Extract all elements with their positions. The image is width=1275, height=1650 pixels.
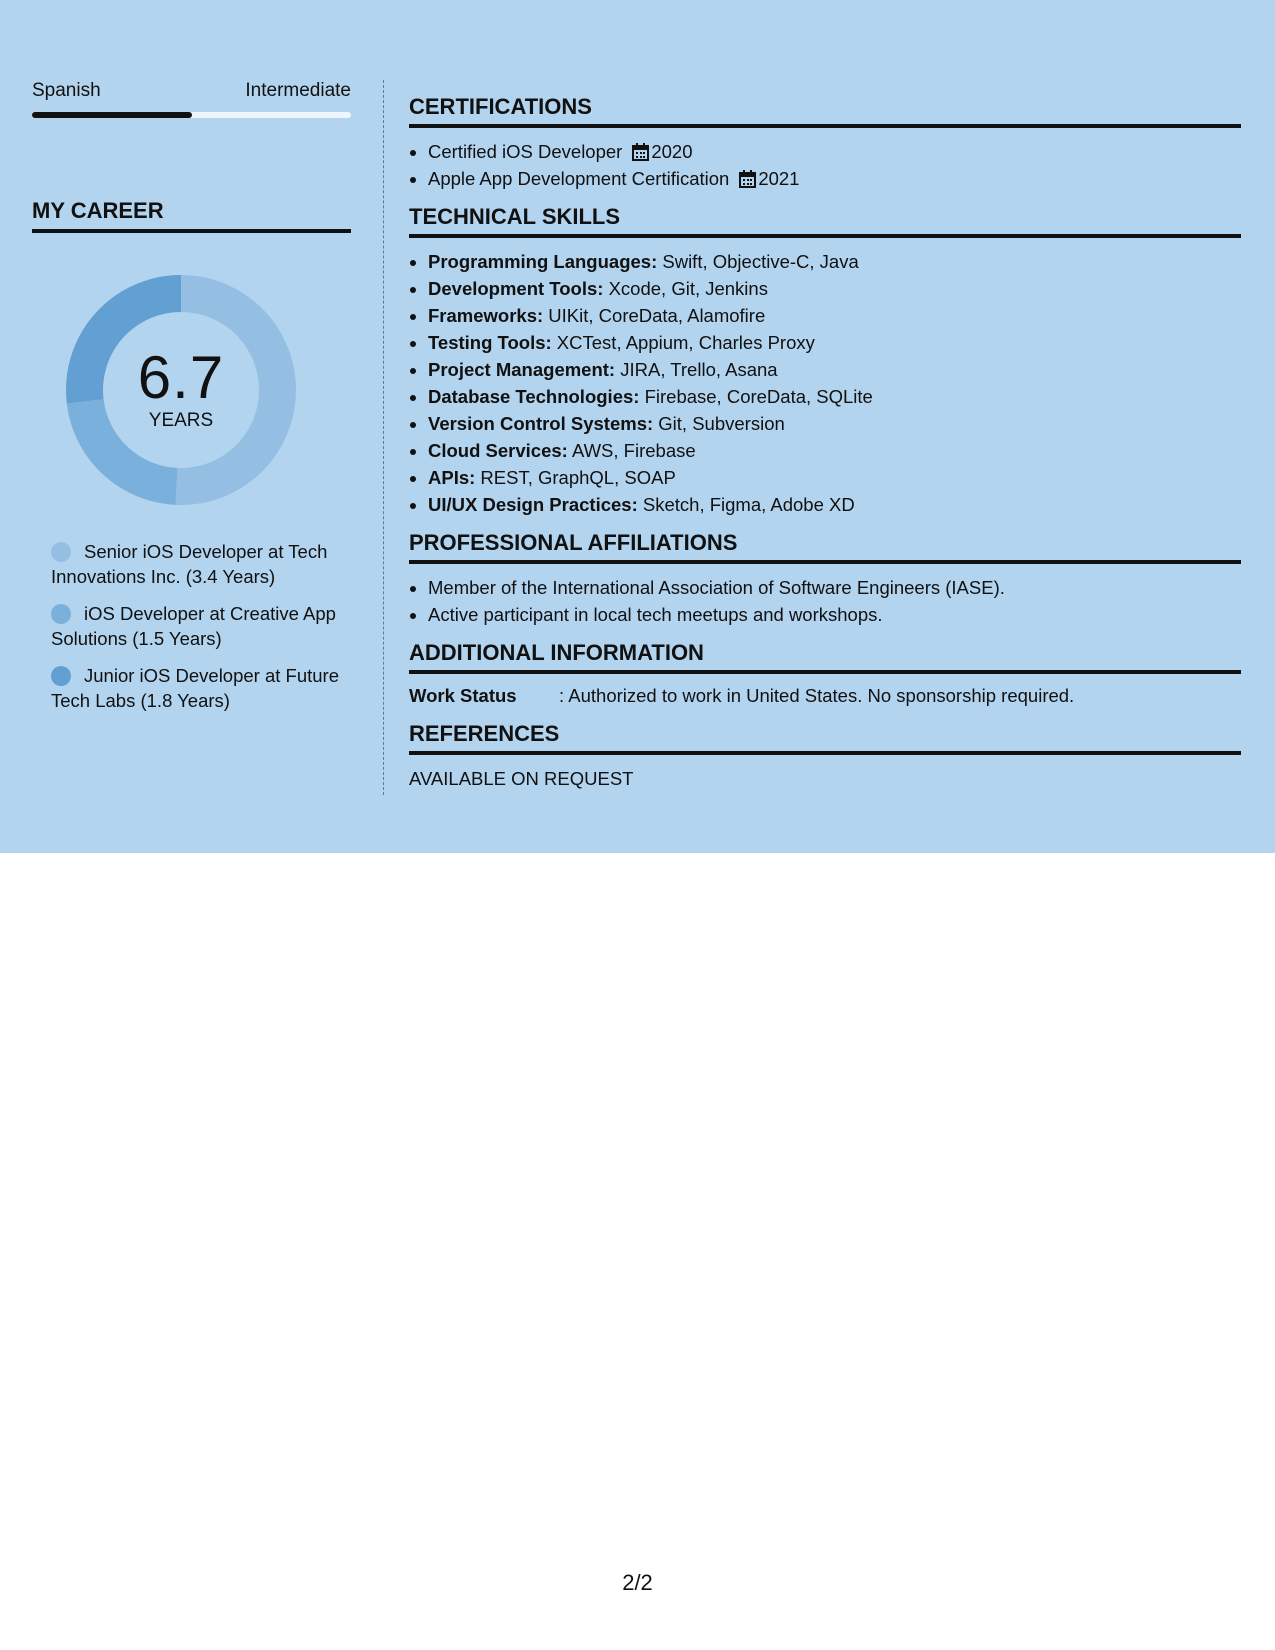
skill-value: AWS, Firebase [567, 440, 696, 461]
skill-label: UI/UX Design Practices: [428, 494, 638, 515]
career-legend-item [51, 539, 351, 589]
skill-label: Testing Tools: [428, 332, 552, 353]
column-divider [383, 80, 384, 795]
skill-item [428, 248, 1241, 275]
skills-list [409, 248, 1241, 518]
skill-item [428, 464, 1241, 491]
affiliation-item: • Active participant in local tech meetups and workshops. [428, 601, 1241, 628]
career-donut-chart [66, 275, 296, 505]
skill-label: Version Control Systems: [428, 413, 654, 434]
skill-label: Development Tools: [428, 278, 604, 299]
skill-item [428, 383, 1241, 410]
calendar-icon [632, 143, 649, 161]
language-proficiency-bar [32, 112, 351, 118]
skill-label: APIs: [428, 467, 476, 488]
references-heading: REFERENCES [409, 721, 1241, 755]
calendar-icon [739, 170, 756, 188]
work-status-label: Work Status [409, 685, 517, 706]
skill-item [428, 356, 1241, 383]
affiliations-heading: PROFESSIONAL AFFILIATIONS [409, 530, 1241, 564]
career-total-years: 6.7 [137, 344, 225, 411]
certification-item [428, 138, 1241, 165]
certification-name: Certified iOS Developer [428, 141, 623, 162]
skill-label: Project Management: [428, 359, 616, 380]
additional-info-heading: ADDITIONAL INFORMATION [409, 640, 1241, 674]
language-level: Intermediate [245, 80, 351, 101]
skill-item [428, 437, 1241, 464]
career-legend-item [51, 663, 351, 713]
skill-label: Frameworks: [428, 305, 544, 326]
career-heading: MY CAREER [32, 198, 351, 233]
skill-value: JIRA, Trello, Asana [615, 359, 778, 380]
career-job-label: Junior iOS Developer at Future Tech Labs (1.8 Years) [51, 665, 340, 711]
skill-value: Git, Subversion [653, 413, 785, 434]
work-status-value: : Authorized to work in United States. No sponsorship required. [559, 685, 1075, 706]
work-status-row [409, 682, 1241, 709]
skill-label: Cloud Services: [428, 440, 568, 461]
skill-item [428, 329, 1241, 356]
skill-value: Sketch, Figma, Adobe XD [637, 494, 855, 515]
language-row [32, 80, 351, 102]
skill-value: UIKit, CoreData, Alamofire [543, 305, 766, 326]
language-name: Spanish [32, 80, 101, 101]
certification-name: Apple App Development Certification [428, 168, 730, 189]
skills-heading: TECHNICAL SKILLS [409, 204, 1241, 238]
skill-item [428, 491, 1241, 518]
certifications-list [409, 138, 1241, 192]
affiliations-list [409, 574, 1241, 628]
career-total-unit: YEARS [148, 410, 214, 431]
skill-item [428, 302, 1241, 329]
legend-dot-icon [51, 542, 71, 562]
career-legend-item [51, 601, 351, 651]
skill-item [428, 410, 1241, 437]
affiliation-item: • Member of the International Association of Software Engineers (IASE). [428, 574, 1241, 601]
references-text: AVAILABLE ON REQUEST [409, 768, 634, 789]
certification-item [428, 165, 1241, 192]
legend-dot-icon [51, 666, 71, 686]
page-number: 2/2 [622, 1570, 653, 1595]
career-job-label: iOS Developer at Creative App Solutions (1.5 Years) [51, 603, 336, 649]
certification-year: 2021 [758, 168, 800, 189]
certifications-heading: CERTIFICATIONS [409, 94, 1241, 128]
main-content [409, 94, 1241, 792]
language-proficiency-fill [32, 112, 192, 118]
sidebar [32, 80, 351, 725]
skill-value: Swift, Objective-C, Java [657, 251, 859, 272]
donut-center [66, 344, 296, 433]
skill-value: Xcode, Git, Jenkins [603, 278, 768, 299]
legend-dot-icon [51, 604, 71, 624]
skill-label: Programming Languages: [428, 251, 658, 272]
skill-value: Firebase, CoreData, SQLite [639, 386, 873, 407]
skill-value: XCTest, Appium, Charles Proxy [551, 332, 815, 353]
career-legend [32, 539, 351, 713]
skill-value: REST, GraphQL, SOAP [475, 467, 676, 488]
career-job-label: Senior iOS Developer at Tech Innovations Inc. (3.4 Years) [51, 541, 328, 587]
skill-label: Database Technologies: [428, 386, 640, 407]
certification-year: 2020 [651, 141, 693, 162]
skill-item [428, 275, 1241, 302]
